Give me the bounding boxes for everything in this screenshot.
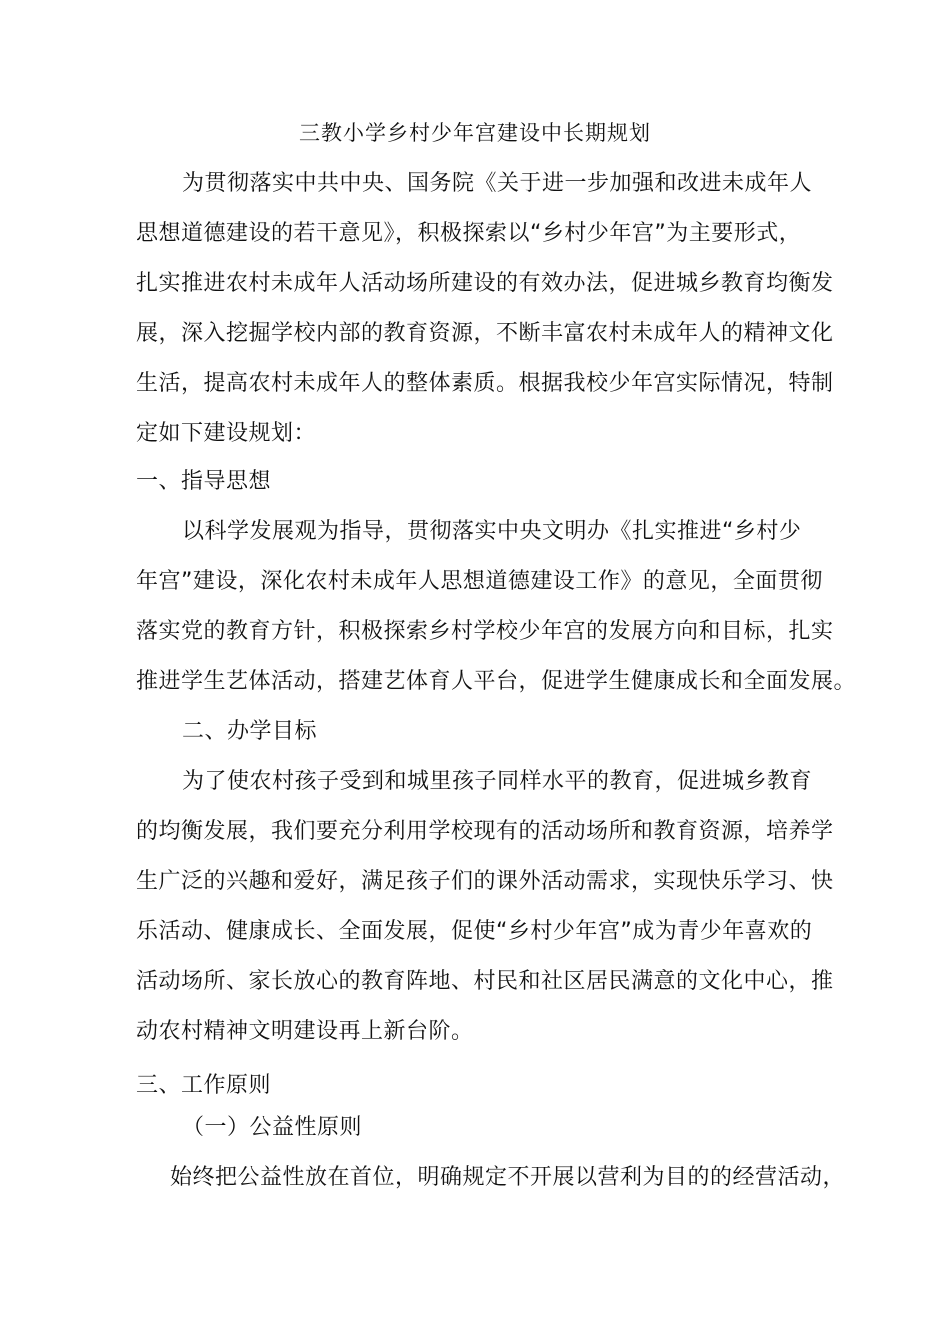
paragraph-line: 展，深入挖掘学校内部的教育资源，不断丰富农村未成年人的精神文化 <box>136 321 834 346</box>
paragraph-line: 活动场所、家长放心的教育阵地、村民和社区居民满意的文化中心，推 <box>136 969 834 994</box>
paragraph-line: 思想道德建设的若干意见》，积极探索以“乡村少年宫”为主要形式， <box>136 221 802 246</box>
paragraph-line: 动农村精神文明建设再上新台阶。 <box>136 1019 474 1044</box>
paragraph-line: 推进学生艺体活动，搭建艺体育人平台，促进学生健康成长和全面发展。 <box>136 669 857 694</box>
document-title: 三教小学乡村少年宫建设中长期规划 <box>299 121 651 145</box>
paragraph-line: 定如下建设规划： <box>136 421 317 446</box>
paragraph-line: 的均衡发展，我们要充分利用学校现有的活动场所和教育资源，培养学 <box>136 819 834 844</box>
paragraph-line: 乐活动、健康成长、全面发展，促使“乡村少年宫”成为青少年喜欢的 <box>136 919 813 944</box>
paragraph-line: 落实党的教育方针，积极探索乡村学校少年宫的发展方向和目标，扎实 <box>136 619 834 644</box>
section-heading-3: 三、工作原则 <box>136 1073 272 1098</box>
paragraph-line: 为了使农村孩子受到和城里孩子同样水平的教育，促进城乡教育 <box>182 769 813 794</box>
paragraph-line: 扎实推进农村未成年人活动场所建设的有效办法，促进城乡教育均衡发 <box>136 271 834 296</box>
subsection-heading: （一）公益性原则 <box>182 1115 363 1140</box>
paragraph-line: 年宫”建设，深化农村未成年人思想道德建设工作》的意见，全面贯彻 <box>136 569 823 594</box>
section-heading-1: 一、指导思想 <box>136 469 272 494</box>
paragraph-line: 以科学发展观为指导，贯彻落实中央文明办《扎实推进“乡村少 <box>182 519 802 544</box>
section-heading-2: 二、办学目标 <box>182 719 318 744</box>
paragraph-line: 为贯彻落实中共中央、国务院《关于进一步加强和改进未成年人 <box>182 171 813 196</box>
paragraph-line: 生广泛的兴趣和爱好，满足孩子们的课外活动需求，实现快乐学习、快 <box>136 869 834 894</box>
paragraph-line: 始终把公益性放在首位，明确规定不开展以营利为目的的经营活动， <box>170 1165 846 1190</box>
paragraph-line: 生活，提高农村未成年人的整体素质。根据我校少年宫实际情况，特制 <box>136 371 834 396</box>
